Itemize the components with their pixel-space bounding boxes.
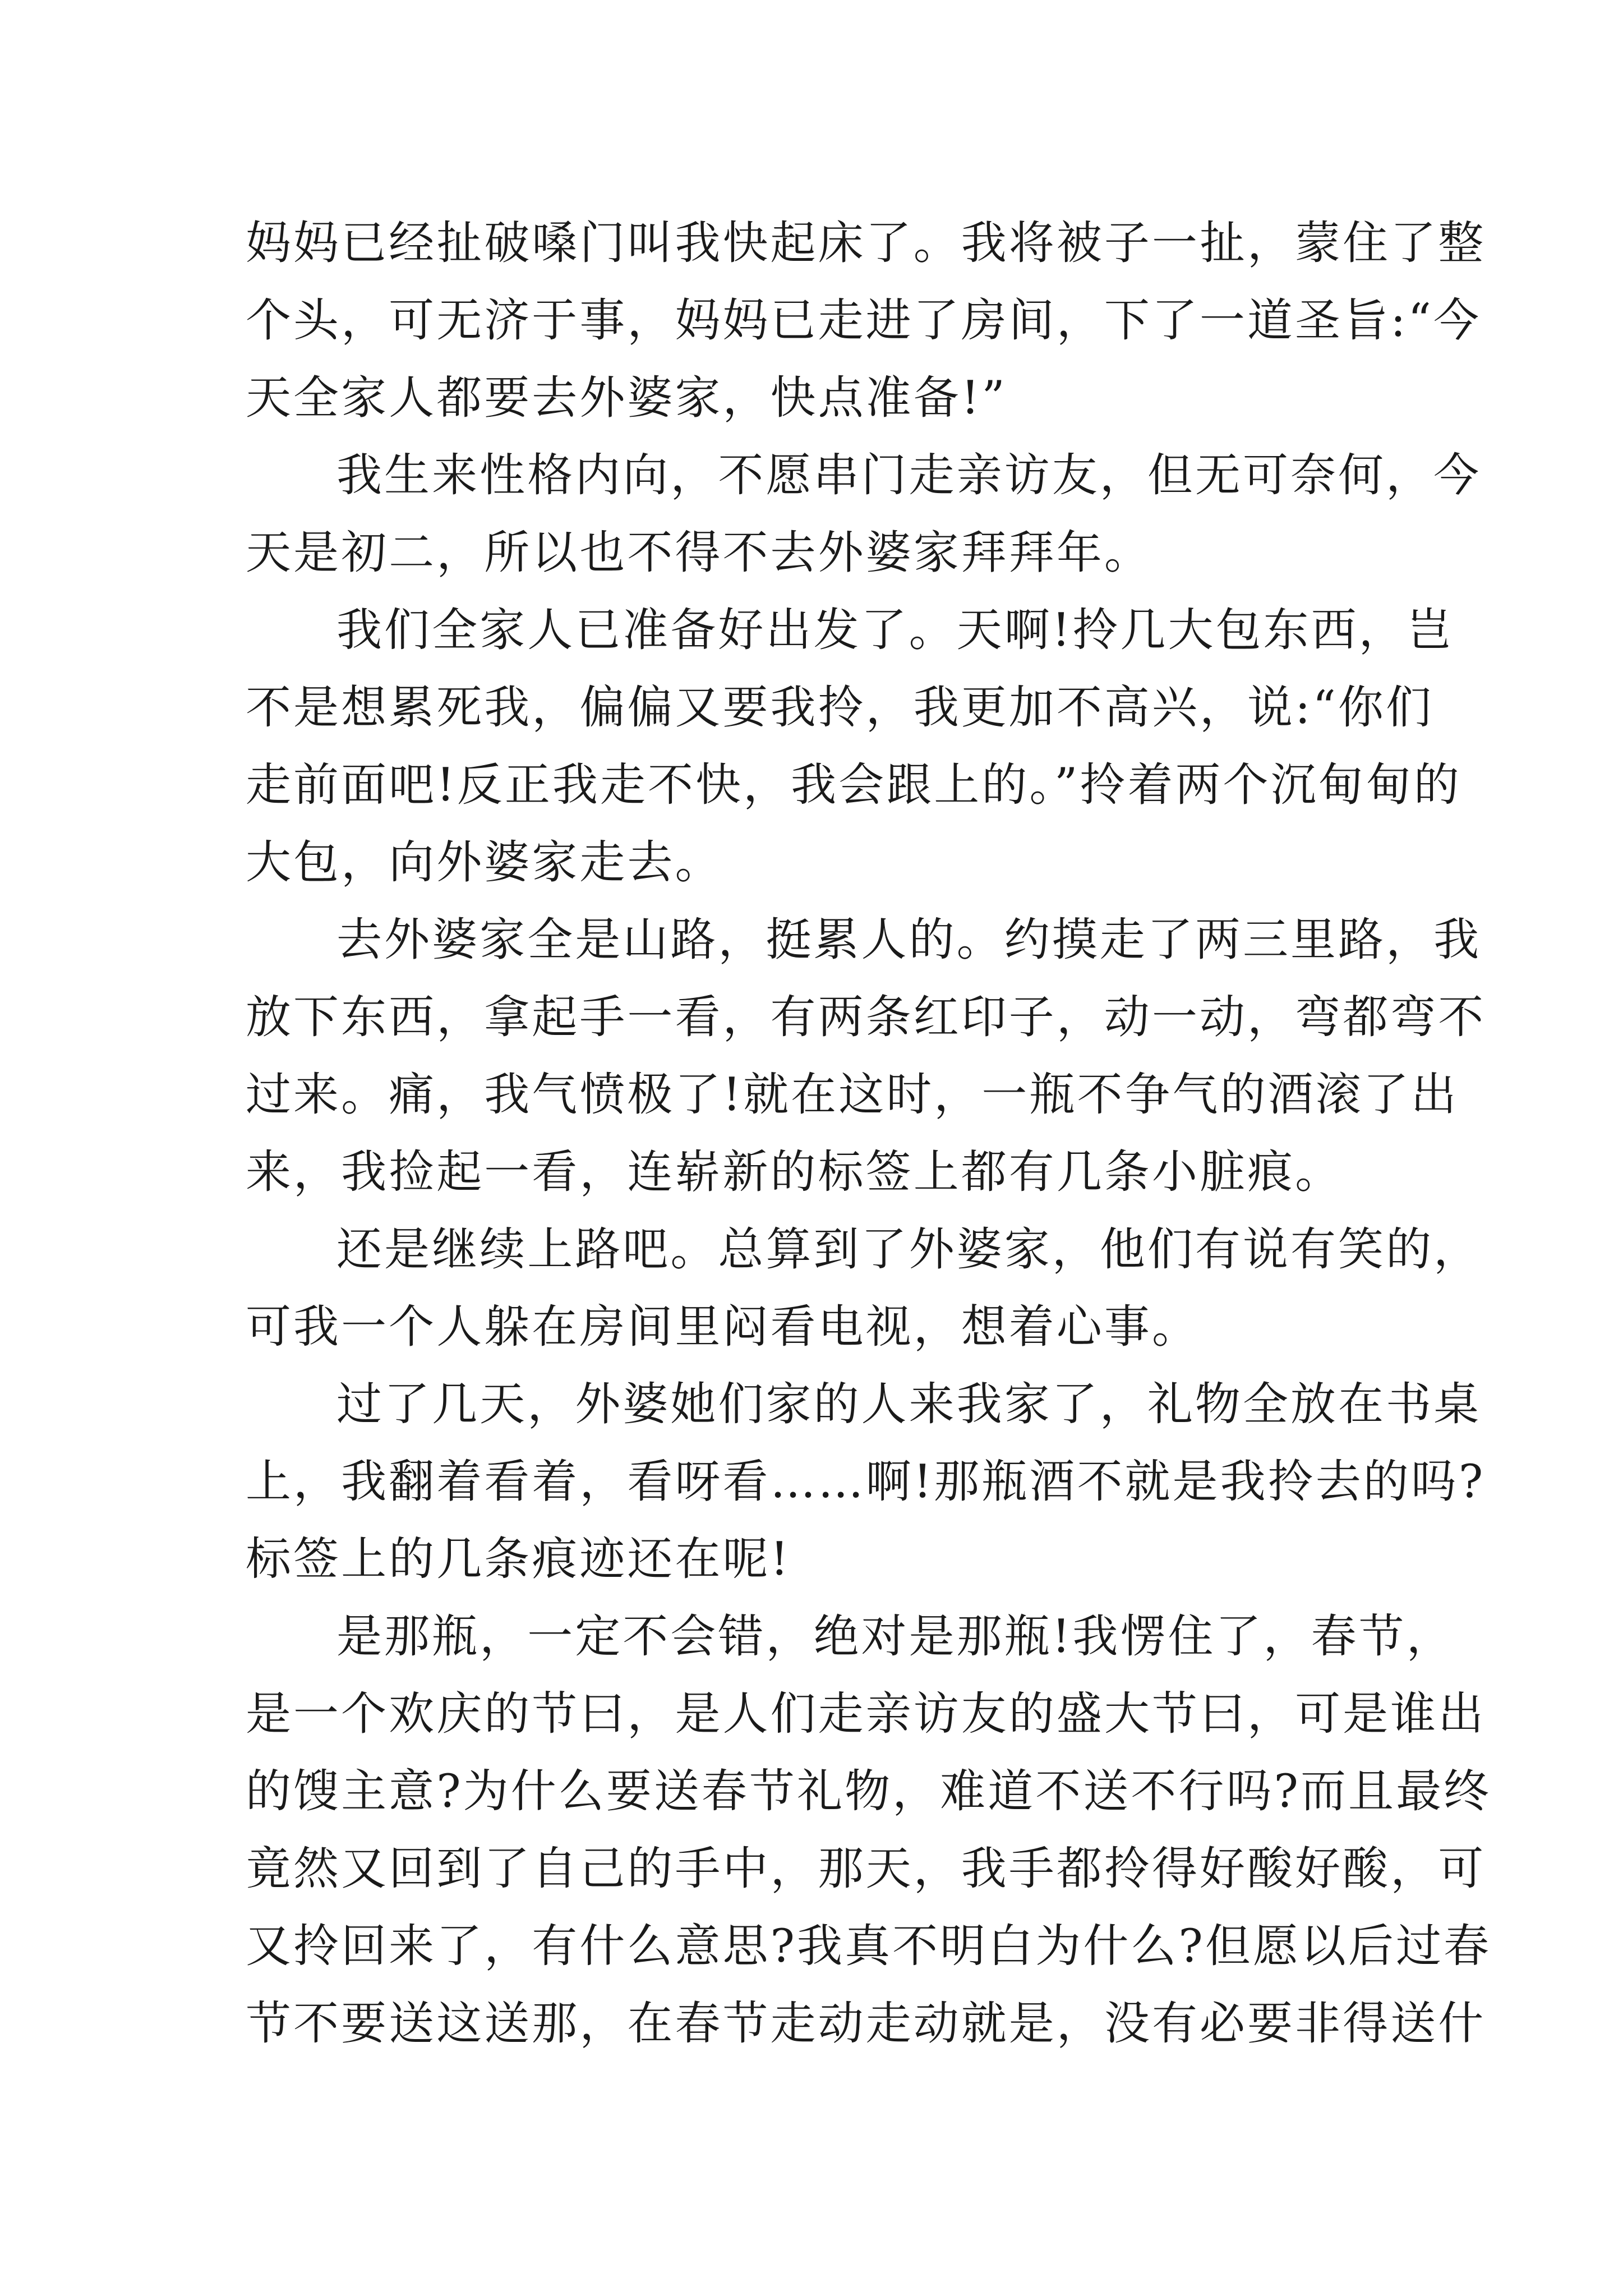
text-line: 不是想累死我，偏偏又要我拎，我更加不高兴，说:“你们 bbox=[246, 682, 1434, 734]
text-line: 还是继续上路吧。总算到了外婆家，他们有说有笑的， bbox=[336, 1223, 1482, 1276]
text-line: 妈妈已经扯破嗓门叫我快起床了。我将被子一扯，蒙住了整 bbox=[246, 217, 1486, 270]
text-line: 标签上的几条痕迹还在呢! bbox=[246, 1533, 791, 1586]
paragraph bbox=[246, 592, 1461, 901]
text-line: 过来。痛，我气愤极了!就在这时，一瓶不争气的酒滚了出 bbox=[246, 1069, 1459, 1121]
text-line: 又拎回来了，有什么意思?我真不明白为什么?但愿以后过春 bbox=[246, 1920, 1492, 1973]
paragraph bbox=[246, 901, 1486, 1211]
paragraph bbox=[246, 437, 1482, 592]
text-line: 上，我翻着看着，看呀看……啊!那瓶酒不就是我拎去的吗? bbox=[246, 1456, 1486, 1508]
paragraph bbox=[246, 1366, 1486, 1598]
text-line: 竟然又回到了自己的手中，那天，我手都拎得好酸好酸，可 bbox=[246, 1843, 1486, 1895]
paragraph bbox=[246, 1598, 1492, 2063]
text-line: 天是初二，所以也不得不去外婆家拜拜年。 bbox=[246, 527, 1152, 579]
paragraph bbox=[246, 205, 1486, 437]
text-line: 是那瓶，一定不会错，绝对是那瓶!我愣住了，春节， bbox=[336, 1611, 1454, 1663]
paragraph bbox=[246, 1211, 1482, 1366]
text-line: 个头，可无济于事，妈妈已走进了房间，下了一道圣旨:“今 bbox=[246, 295, 1482, 347]
text-line: 我生来性格内向，不愿串门走亲访友，但无可奈何，今 bbox=[336, 449, 1482, 502]
text-line: 是一个欢庆的节曰，是人们走亲访友的盛大节曰，可是谁出 bbox=[246, 1688, 1486, 1741]
text-line: 我们全家人已准备好出发了。天啊!拎几大包东西，岂 bbox=[336, 604, 1454, 657]
text-line: 过了几天，外婆她们家的人来我家了，礼物全放在书桌 bbox=[336, 1378, 1482, 1431]
text-line: 去外婆家全是山路，挺累人的。约摸走了两三里路，我 bbox=[336, 914, 1482, 967]
essay-body bbox=[246, 205, 1492, 2063]
text-line: 来，我捡起一看，连崭新的标签上都有几条小脏痕。 bbox=[246, 1146, 1343, 1199]
text-line: 放下东西，拿起手一看，有两条红印子，动一动，弯都弯不 bbox=[246, 991, 1486, 1044]
text-line: 大包，向外婆家走去。 bbox=[246, 836, 723, 889]
text-line: 节不要送这送那，在春节走动走动就是，没有必要非得送什 bbox=[246, 1998, 1486, 2050]
text-line: 可我一个人躲在房间里闷看电视，想着心事。 bbox=[246, 1301, 1200, 1354]
text-line: 天全家人都要去外婆家，快点准备!” bbox=[246, 372, 1007, 425]
text-line: 走前面吧!反正我走不快，我会跟上的。”拎着两个沉甸甸的 bbox=[246, 759, 1461, 812]
text-line: 的馊主意?为什么要送春节礼物，难道不送不行吗?而且最终 bbox=[246, 1765, 1492, 1818]
